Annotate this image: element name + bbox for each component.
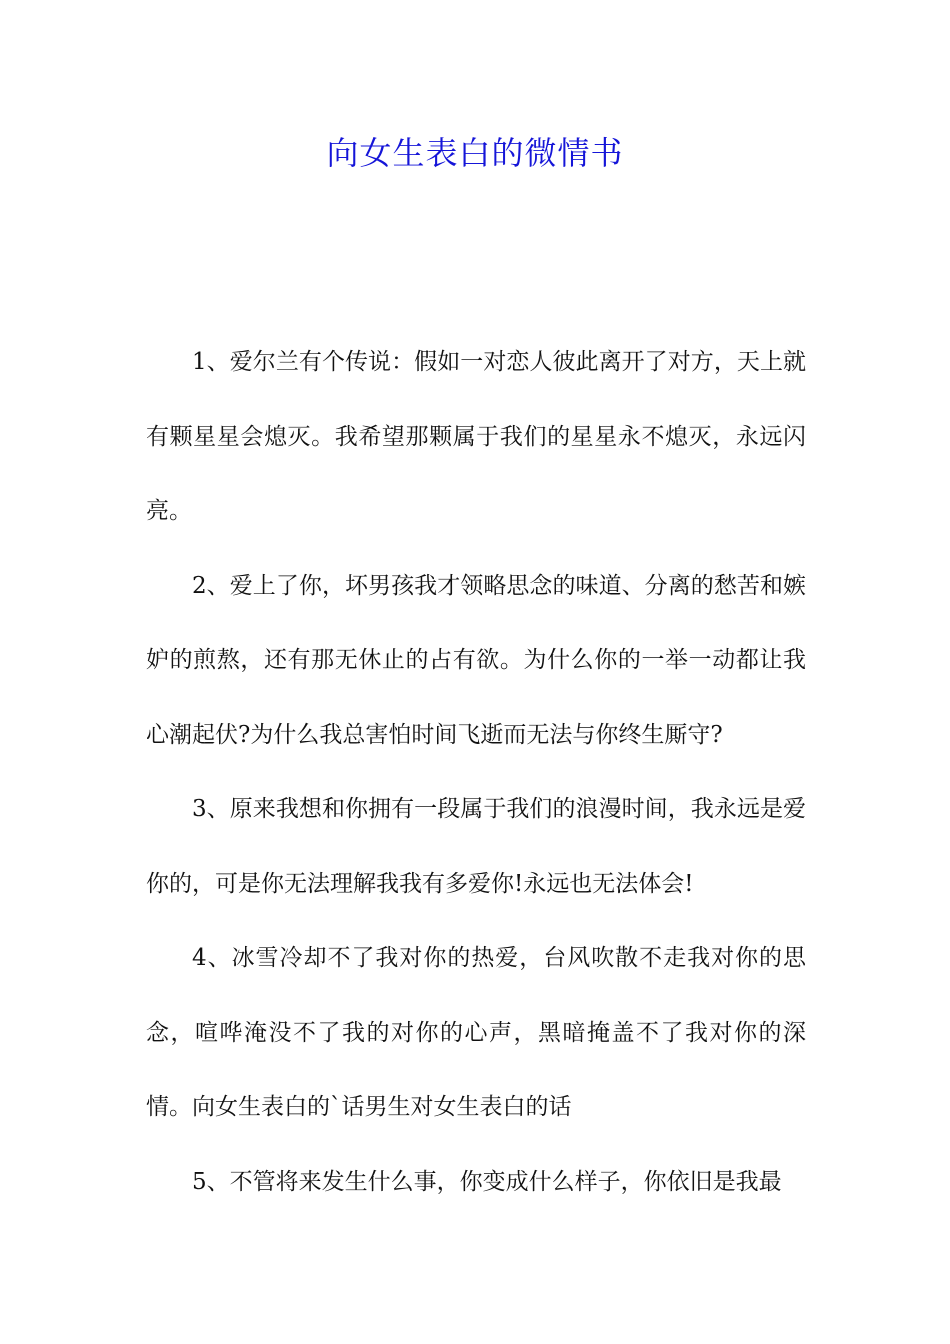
paragraph-4: 4、冰雪冷却不了我对你的热爱，台风吹散不走我对你的思念，喧哗淹没不了我的对你的心声，黑暗掩盖不了我对你的深情。向女生表白的`话男生对女生表白的话: [146, 945, 806, 1120]
paragraph-1: 1、爱尔兰有个传说：假如一对恋人彼此离开了对方，天上就有颗星星会熄灭。我希望那颗属于我们的星星永不熄灭，永远闪亮。: [146, 349, 806, 524]
paragraph-2: 2、爱上了你，坏男孩我才领略思念的味道、分离的愁苦和嫉妒的煎熬，还有那无休止的占有欲。为什么你的一举一动都让我心潮起伏?为什么我总害怕时间飞逝而无法与你终生厮守?: [146, 572, 806, 748]
document-title: 向女生表白的微情书: [326, 134, 624, 172]
paragraph-3: 3、原来我想和你拥有一段属于我们的浪漫时间，我永远是爱你的，可是你无法理解我我有多爱你!永远也无法体会!: [146, 796, 806, 897]
paragraph-5: 5、不管将来发生什么事，你变成什么样子，你依旧是我最: [192, 1168, 782, 1195]
document-body: [146, 325, 806, 1219]
